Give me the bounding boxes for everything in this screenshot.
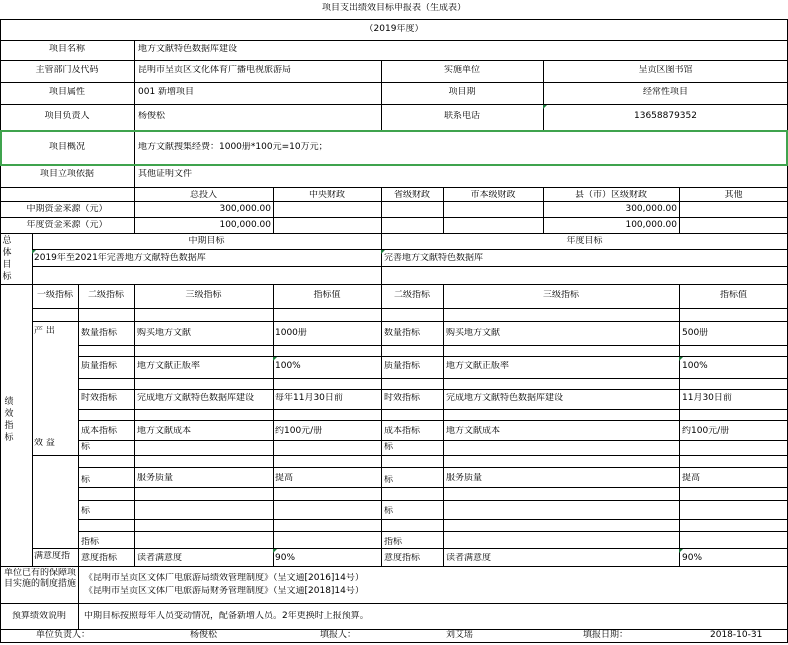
quality-yval: 100% [682, 361, 708, 371]
grid-line [134, 284, 135, 566]
grid-line [78, 345, 788, 346]
year-goal-label: 年度目标 [566, 236, 603, 246]
funds-header: 总投入 [189, 190, 217, 200]
service-l3: 服务质量 [137, 473, 174, 483]
cost-l2b: 标 [81, 442, 91, 452]
grid-line [78, 487, 788, 488]
funds-county: 100,000.00 [625, 220, 677, 230]
grid-line [0, 40, 788, 41]
grid-line [78, 284, 79, 566]
basis-label: 项目立项依据 [39, 169, 94, 179]
summary-label: 项目概况 [48, 142, 85, 152]
phone-label: 联系电话 [443, 111, 480, 121]
cost-val: 约100元/册 [275, 426, 323, 436]
grid-line [0, 566, 788, 567]
grid-line [0, 629, 788, 630]
funds-header: 省级财政 [393, 190, 430, 200]
service-yl2: 标 [384, 475, 394, 485]
grid-line [78, 389, 788, 390]
impl-label: 实施单位 [443, 65, 480, 75]
hdr-l1: 一级指标 [36, 290, 73, 300]
funds-total: 100,000.00 [219, 220, 271, 230]
grid-line [0, 60, 788, 61]
owner-value: 杨俊松 [138, 111, 166, 121]
grid-line [78, 420, 788, 421]
impl-value: 呈贡区图书馆 [638, 65, 693, 75]
grid-line [78, 566, 79, 629]
mid-goal-text: 2019年至2021年完善地方文献特色数据库 [34, 253, 206, 263]
service-yval: 提高 [682, 473, 701, 483]
time-val: 每年11月30日前 [275, 393, 343, 403]
grid-line [32, 233, 33, 566]
cost-yl2b: 标 [384, 442, 394, 452]
grid-line [32, 308, 788, 309]
time-l2: 时效指标 [81, 393, 118, 403]
grid-line [32, 249, 788, 250]
blank2-yl2: 指标 [384, 537, 403, 547]
sat-l3: 读者满意度 [137, 553, 183, 563]
funds-row-label: 中期资金来源（元） [26, 204, 108, 214]
grid-line [78, 531, 788, 532]
grid-line [32, 455, 788, 456]
grid-line [0, 284, 788, 285]
footer-unit-name: 杨俊松 [190, 630, 218, 640]
grid-line [78, 409, 788, 410]
funds-header: 其他 [724, 190, 743, 200]
grid-line [0, 82, 788, 83]
hdr-l3: 三级指标 [185, 290, 222, 300]
cost-l2: 成本指标 [81, 426, 118, 436]
grid-line [0, 19, 788, 20]
hdr-l2: 二级指标 [87, 290, 124, 300]
grid-line [32, 548, 788, 549]
sat-l2: 意度指标 [81, 553, 118, 563]
dept-label: 主管部门及代码 [35, 65, 99, 75]
qty-yl3: 购买地方文献 [446, 328, 501, 338]
funds-row-label: 年度资金来源（元） [26, 220, 108, 230]
system-label: 单位已有的保障项目实施的制度措施 [3, 568, 76, 589]
cost-yl3: 地方文献成本 [446, 426, 501, 436]
quality-yl2: 质量指标 [384, 361, 421, 371]
year-goal-text: 完善地方文献特色数据库 [384, 253, 484, 263]
grid-line [78, 440, 788, 441]
grid-line [0, 201, 788, 202]
time-yval: 11月30日前 [682, 393, 732, 403]
grid-line [32, 321, 788, 322]
l1-satisfaction: 满意度指 [34, 551, 71, 561]
indicators-side-label: 绩效指标 [4, 397, 14, 443]
grid-line [0, 104, 788, 105]
blank2-l2: 指标 [81, 537, 100, 547]
phone-value: 13658879352 [634, 111, 697, 121]
funds-total: 300,000.00 [219, 204, 271, 214]
grid-line [0, 187, 788, 188]
system-line-1: 《昆明市呈贡区文体广电旅游局绩效管理制度》（呈文通[2016]14号） [84, 573, 364, 583]
project-name: 地方文献特色数据库建设 [138, 44, 238, 54]
grid-line [78, 378, 788, 379]
period-label: 项目期 [448, 87, 476, 97]
basis-value: 其他证明文件 [138, 169, 193, 179]
cost-yval: 约100元/册 [682, 426, 730, 436]
overall-side-label: 总体目标 [2, 236, 12, 282]
cell-marker [543, 105, 547, 109]
grid-line [0, 642, 788, 643]
footer-date: 2018-10-31 [710, 630, 763, 640]
summary-value: 地方文献搜集经费：1000册*100元=10万元； [138, 142, 328, 152]
cost-yl2: 成本指标 [384, 426, 421, 436]
grid-line [381, 233, 382, 566]
service-yl3: 服务质量 [446, 473, 483, 483]
grid-line [443, 284, 444, 566]
footer-unit-label: 单位负责人： [36, 630, 91, 640]
sat-yval: 90% [682, 553, 703, 563]
grid-line [0, 603, 788, 604]
time-yl3: 完成地方文献特色数据库建设 [446, 393, 564, 403]
period-value: 经常性项目 [642, 87, 688, 97]
hdr-yl3: 三级指标 [542, 290, 579, 300]
qty-yval: 500册 [682, 328, 709, 338]
hdr-yval: 指标值 [719, 290, 747, 300]
footer-date-label: 填报日期： [583, 630, 629, 640]
dept-value: 昆明市呈贡区文化体育广播电视旅游局 [138, 65, 292, 75]
blank1-yl2: 标 [384, 506, 394, 516]
attr-label: 项目属性 [48, 87, 85, 97]
qty-l3: 购买地方文献 [137, 328, 192, 338]
sat-yl2: 意度指标 [384, 553, 421, 563]
grid-line [78, 467, 788, 468]
owner-label: 项目负责人 [44, 111, 90, 121]
service-l2: 标 [81, 475, 91, 485]
time-yl2: 时效指标 [384, 393, 421, 403]
form-title: 项目支出绩效目标申报表（生成表） [321, 3, 466, 13]
grid-line [679, 284, 680, 566]
service-val: 提高 [275, 473, 294, 483]
qty-l2: 数量指标 [81, 328, 118, 338]
time-l3: 完成地方文献特色数据库建设 [137, 393, 255, 403]
sat-val: 90% [275, 553, 296, 563]
quality-l2: 质量指标 [81, 361, 118, 371]
grid-line [78, 500, 788, 501]
mid-goal-label: 中期目标 [188, 236, 225, 246]
quality-yl3: 地方文献正版率 [446, 361, 510, 371]
footer-filler-name: 刘艾瑶 [446, 630, 474, 640]
hdr-val: 指标值 [313, 290, 341, 300]
funds-header: 县（市）区级财政 [574, 190, 647, 200]
grid-line [273, 284, 274, 566]
footer-filler-label: 填报人： [320, 630, 357, 640]
quality-val: 100% [275, 361, 301, 371]
cost-l3: 地方文献成本 [137, 426, 192, 436]
l1-output: 产 出 [34, 326, 55, 336]
form-year: （2019年度） [364, 24, 424, 34]
hdr-yl2: 二级指标 [393, 290, 430, 300]
qty-val: 1000册 [275, 328, 307, 338]
funds-county: 300,000.00 [625, 204, 677, 214]
funds-header: 市本级财政 [470, 190, 516, 200]
sat-yl3: 读者满意度 [446, 553, 492, 563]
grid-line [0, 233, 788, 234]
grid-line [32, 266, 788, 267]
qty-yl2: 数量指标 [384, 328, 421, 338]
quality-l3: 地方文献正版率 [137, 361, 201, 371]
l1-benefit: 效 益 [34, 438, 55, 448]
grid-line [0, 217, 788, 218]
budget-note-label: 预算绩效说明 [11, 611, 66, 621]
system-line-2: 《昆明市呈贡区文体广电旅游局财务管理制度》（呈文通[2018]14号） [84, 586, 364, 596]
attr-value: 001 新增项目 [138, 87, 195, 97]
budget-note-text: 中期目标按照每年人员变动情况，配备新增人员。2年更换时上报预算。 [84, 611, 369, 621]
blank1-l2: 标 [81, 506, 91, 516]
grid-line [78, 519, 788, 520]
project-name-label: 项目名称 [48, 44, 85, 54]
funds-header: 中央财政 [308, 190, 345, 200]
